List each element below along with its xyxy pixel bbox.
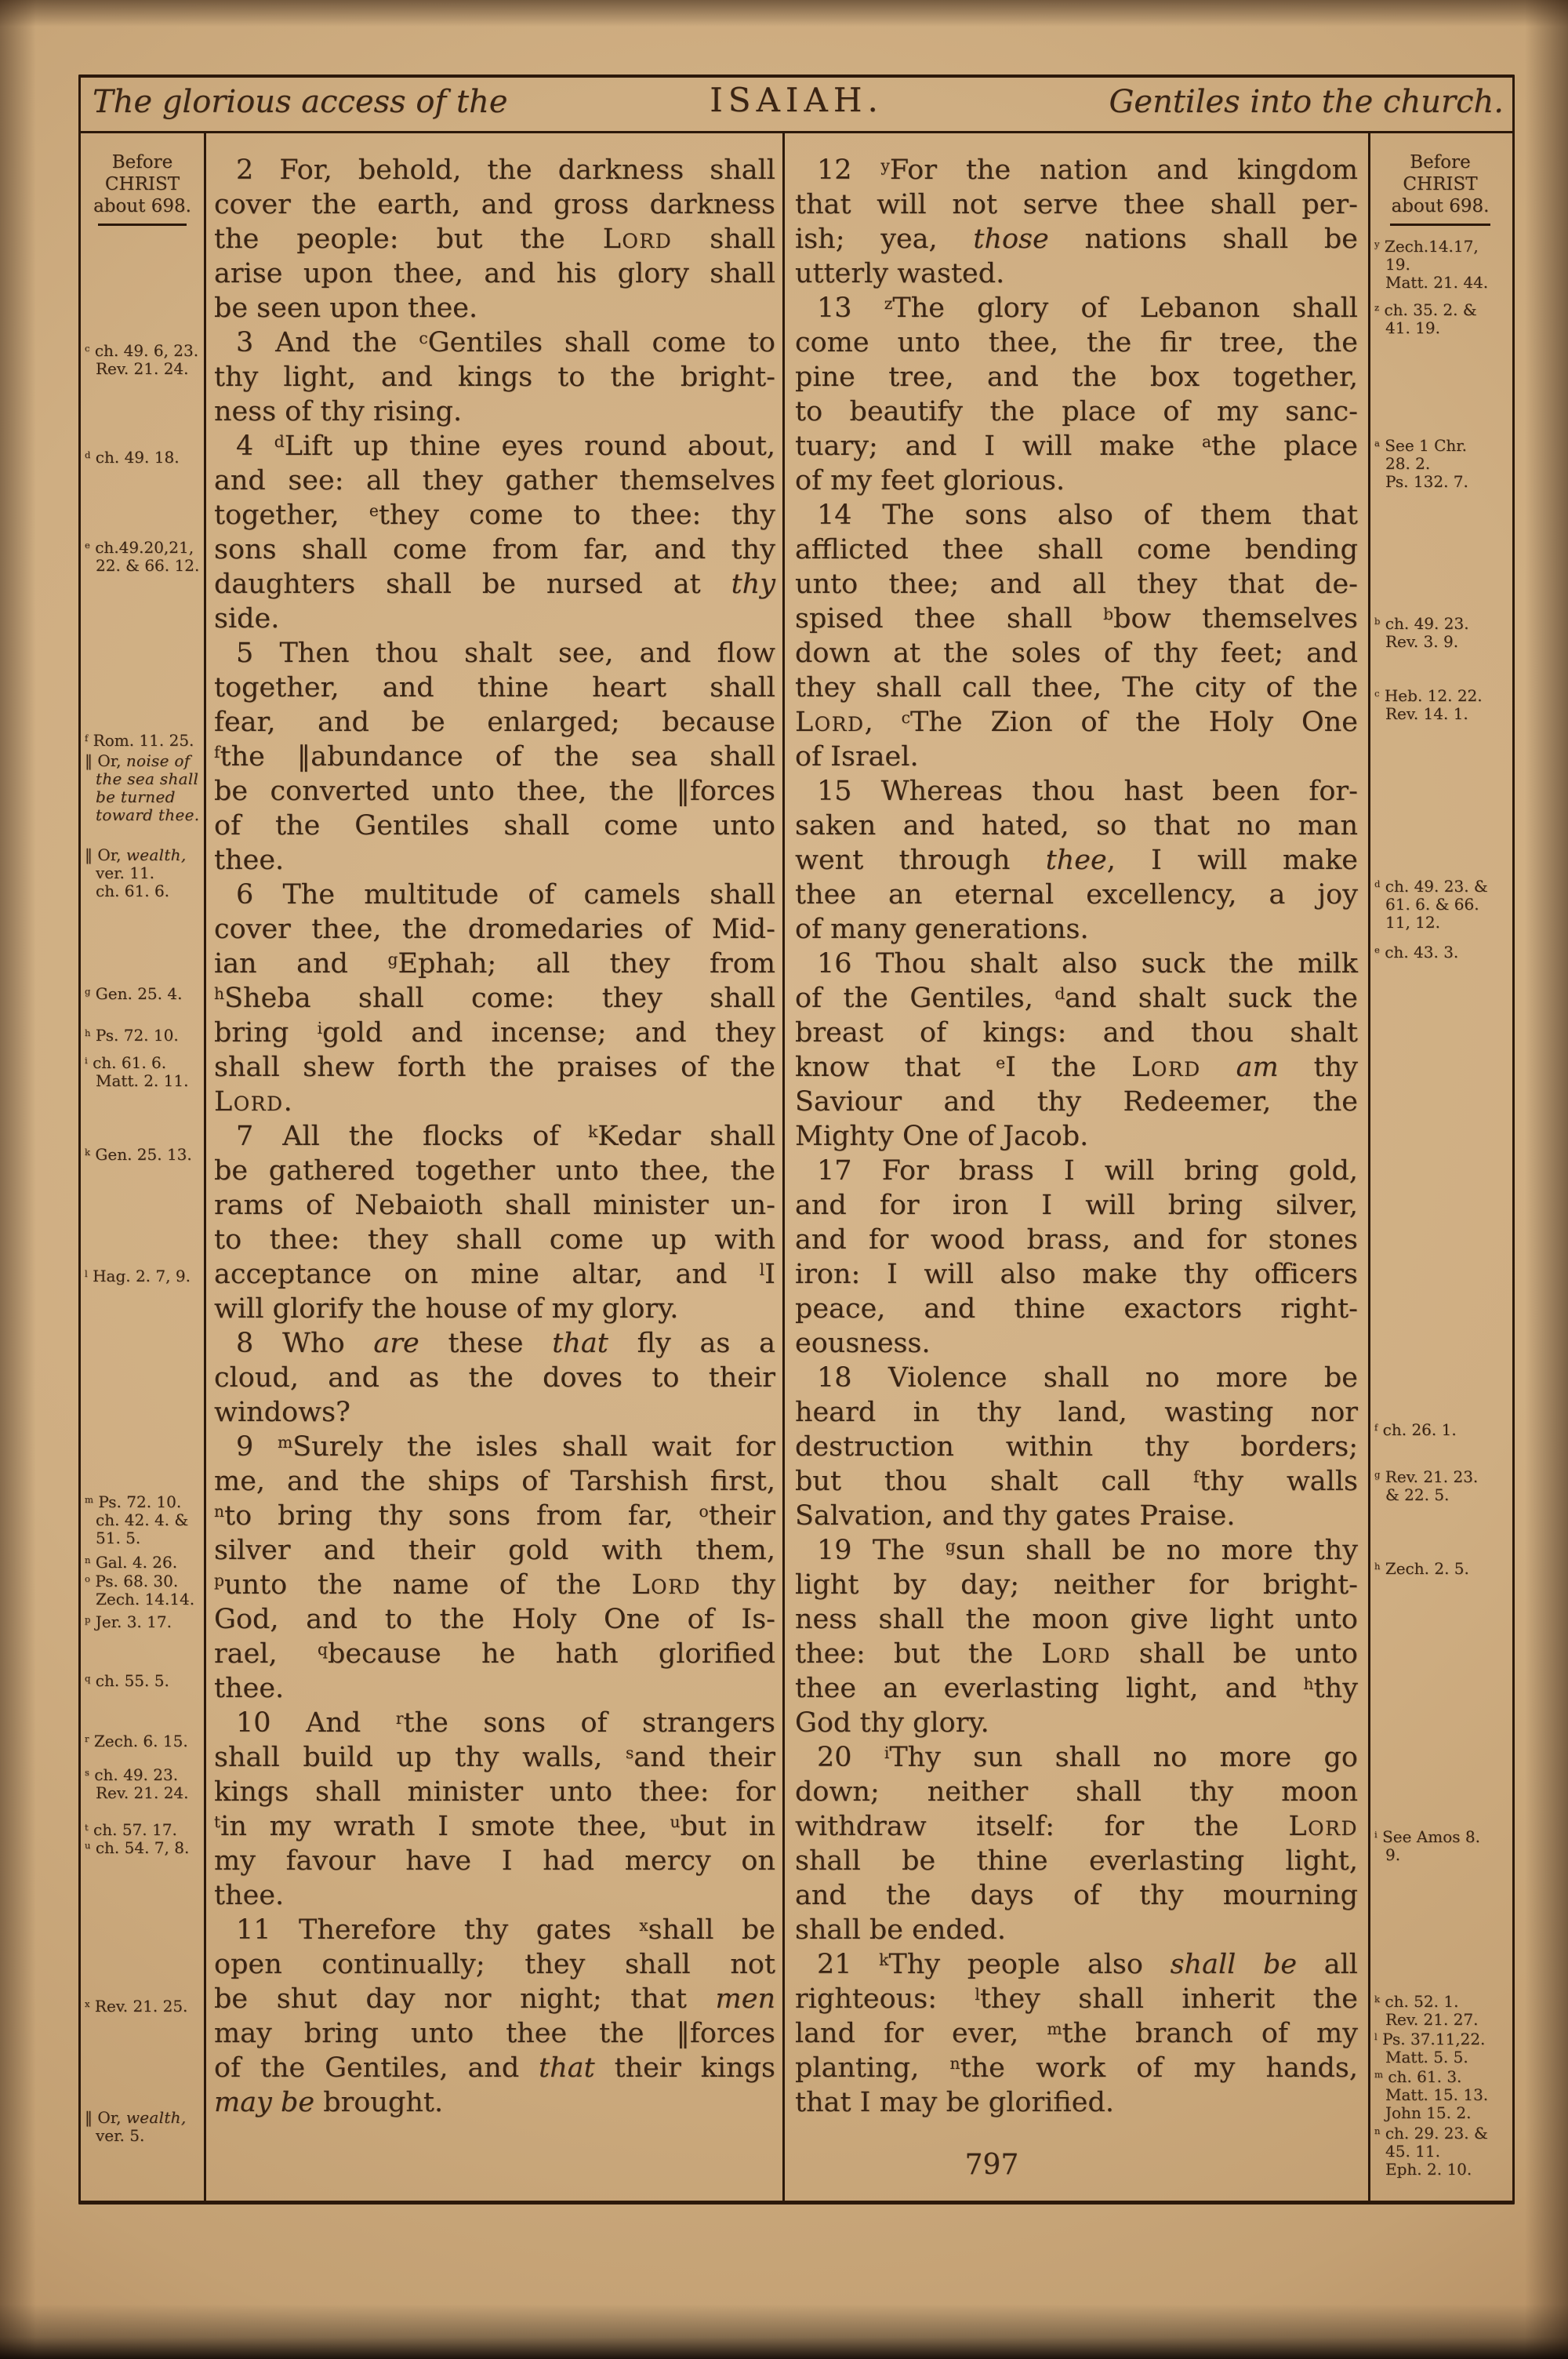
verse-line: went through thee, I will make — [795, 845, 1358, 876]
verse-line: 10 And $^r$the sons of strangers — [236, 1707, 775, 1739]
verse-line: together, $^e$they come to thee: thy — [214, 500, 776, 531]
margin-note: ‖ Or, wealth, ver. 11. ch. 61. 6. — [85, 845, 187, 900]
margin-note: $^g$ Gen. 25. 4. — [85, 984, 183, 1003]
verse-line: thee. — [214, 1880, 285, 1911]
margin-note: $^i$ ch. 61. 6. Matt. 2. 11. — [85, 1053, 189, 1090]
verse-line: and the days of thy mourning — [795, 1880, 1358, 1911]
verse-line: sons shall come from far, and thy — [214, 534, 775, 565]
verse-line: iron: I will also make thy officers — [795, 1259, 1358, 1290]
verse-line: 5 Then thou shalt see, and flow — [236, 638, 775, 669]
margin-note: $^m$ ch. 61. 3. Matt. 15. 13. John 15. 2. — [1374, 2067, 1489, 2122]
verse-line: down; neither shall thy moon — [795, 1776, 1358, 1808]
verse-line: 6 The multitude of camels shall — [236, 879, 775, 911]
verse — [795, 1947, 1358, 2120]
margin-note: $^t$ ch. 57. 17. — [85, 1820, 177, 1839]
verse-line: and for wood brass, and for stones — [795, 1224, 1358, 1256]
verse — [795, 1154, 1358, 1361]
verse-line: be gathered together unto thee, the — [214, 1155, 775, 1187]
verse-line: light by day; neither for bright- — [795, 1569, 1358, 1601]
verse-line: 8 Who are these that fly as a — [236, 1328, 775, 1359]
running-head-left: The glorious access of the — [93, 84, 508, 120]
verse-line: to beautify the place of my sanc- — [795, 396, 1358, 427]
heading-rule-left — [98, 224, 187, 226]
verse-line: shall be thine everlasting light, — [795, 1845, 1358, 1877]
verse — [214, 878, 775, 1119]
verse-line: silver and their gold with them, — [214, 1535, 775, 1566]
verse-line: of many generations. — [795, 914, 1089, 945]
verse-line: 17 For brass I will bring gold, — [817, 1155, 1358, 1187]
verse — [795, 153, 1358, 291]
margin-note: $^p$ Jer. 3. 17. — [85, 1612, 172, 1631]
verse-line: $^h$Sheba shall come: they shall — [214, 983, 775, 1014]
verse-line: 4 $^d$Lift up thine eyes round about, — [236, 431, 775, 462]
verse-line: thee an everlasting light, and $^h$thy — [795, 1673, 1358, 1704]
verse-line: 12 $^y$For the nation and kingdom — [817, 154, 1358, 186]
margin-note: $^f$ Rom. 11. 25. — [85, 731, 194, 750]
margin-note: $^k$ ch. 52. 1. Rev. 21. 27. — [1374, 1992, 1479, 2029]
verse-line: my favour have I had mercy on — [214, 1845, 775, 1877]
verse-line: may bring unto thee the ‖forces — [214, 2018, 775, 2049]
verse-line: of the Gentiles, $^d$and shalt suck the — [795, 983, 1358, 1014]
verse-line: 2 For, behold, the darkness shall — [236, 154, 775, 186]
verse-line: open continually; they shall not — [214, 1949, 775, 1980]
verse-line: side. — [214, 603, 280, 634]
verse-line: will glorify the house of my glory. — [214, 1293, 679, 1325]
margin-note: $^q$ ch. 55. 5. — [85, 1671, 169, 1690]
verse — [214, 636, 775, 878]
margin-note: $^d$ ch. 49. 18. — [85, 448, 180, 467]
verse-line: utterly wasted. — [795, 258, 1005, 289]
verse-line: Salvation, and thy gates Praise. — [795, 1500, 1236, 1532]
margin-note: $^s$ ch. 49. 23. Rev. 21. 24. — [85, 1765, 189, 1802]
verse-line: thee: but the Lord shall be unto — [795, 1638, 1358, 1670]
verse-line: be converted unto thee, the ‖forces — [214, 776, 775, 807]
right-margin-column — [1370, 131, 1510, 2201]
verse-line: ish; yea, those nations shall be — [795, 224, 1358, 255]
verse-line: land for ever, $^m$the branch of my — [795, 2018, 1358, 2049]
verse-line: that will not serve thee shall per- — [795, 189, 1358, 220]
verse-line: Mighty One of Jacob. — [795, 1121, 1089, 1152]
verse-line: ness of thy rising. — [214, 396, 463, 427]
verse-line: acceptance on mine altar, and $^l$I — [214, 1259, 775, 1290]
verse-line: down at the soles of thy feet; and — [795, 638, 1358, 669]
verse-line: planting, $^n$the work of my hands, — [795, 2052, 1358, 2084]
verse-line: and for iron I will bring silver, — [795, 1190, 1358, 1221]
margin-note: $^c$ Heb. 12. 22. Rev. 14. 1. — [1374, 686, 1483, 723]
verse-line: destruction within thy borders; — [795, 1431, 1358, 1463]
verse — [795, 291, 1358, 498]
frame-rule-bottom — [78, 2201, 1515, 2205]
margin-note: $^r$ Zech. 6. 15. — [85, 1732, 188, 1750]
margin-note: $^o$ Ps. 68. 30. Zech. 14.14. — [85, 1572, 195, 1608]
verse — [214, 1706, 775, 1913]
margin-note: $^m$ Ps. 72. 10. ch. 42. 4. & 51. 5. — [85, 1492, 189, 1547]
verse-line: me, and the ships of Tarshish first, — [214, 1466, 775, 1497]
verse-line: shall shew forth the praises of the — [214, 1052, 775, 1083]
verse-line: righteous: $^l$they shall inherit the — [795, 1983, 1358, 2015]
verse-line: 9 $^m$Surely the isles shall wait for — [236, 1431, 775, 1463]
verse-line: God, and to the Holy One of Is- — [214, 1604, 775, 1635]
verse-line: together, and thine heart shall — [214, 672, 775, 703]
verse-line: God thy glory. — [795, 1707, 989, 1739]
verse-line: bring $^i$gold and incense; and they — [214, 1017, 776, 1049]
margin-note: $^e$ ch.49.20,21, 22. & 66. 12. — [85, 538, 200, 575]
verse — [214, 1326, 775, 1430]
verse-line: unto thee; and all they that de- — [795, 569, 1358, 600]
verse-line: 13 $^z$The glory of Lebanon shall — [817, 293, 1358, 324]
verse-line: of the Gentiles shall come unto — [214, 810, 775, 841]
margin-note: $^x$ Rev. 21. 25. — [85, 1997, 188, 2016]
margin-note: $^e$ ch. 43. 3. — [1374, 943, 1459, 961]
verse — [214, 429, 775, 636]
verse-line: 15 Whereas thou hast been for- — [817, 776, 1358, 807]
verse-line: of Israel. — [795, 741, 919, 772]
margin-note: $^f$ ch. 26. 1. — [1374, 1420, 1457, 1439]
verse-line: daughters shall be nursed at thy — [214, 569, 775, 600]
verse-line: come unto thee, the fir tree, the — [795, 327, 1358, 358]
verse-line: tuary; and I will make $^a$the place — [795, 431, 1358, 462]
verse-line: Lord, $^c$The Zion of the Holy One — [795, 707, 1358, 738]
verse — [214, 153, 775, 325]
verse-line: ness shall the moon give light unto — [795, 1604, 1358, 1635]
verse-line: cover the earth, and gross darkness — [214, 189, 775, 220]
margin-note: $^g$ Rev. 21. 23. & 22. 5. — [1374, 1467, 1479, 1504]
margin-note: $^k$ Gen. 25. 13. — [85, 1145, 192, 1164]
verse-line: kings shall minister unto thee: for — [214, 1776, 775, 1808]
left-text-column — [204, 131, 782, 2201]
verse-line: breast of kings: and thou shalt — [795, 1017, 1358, 1049]
margin-note: $^b$ ch. 49. 23. Rev. 3. 9. — [1374, 614, 1469, 651]
margin-note: $^l$ Hag. 2. 7, 9. — [85, 1267, 191, 1285]
verse-line: cover thee, the dromedaries of Mid- — [214, 914, 775, 945]
verse — [214, 325, 775, 429]
margin-note: $^y$ Zech.14.17, 19. Matt. 21. 44. — [1374, 237, 1489, 292]
verse-line: 19 The $^g$sun shall be no more thy — [817, 1535, 1358, 1566]
verse-line: may be brought. — [214, 2087, 444, 2118]
verse-line: rael, $^q$because he hath glorified — [214, 1638, 775, 1670]
verse-line: 20 $^i$Thy sun shall no more go — [817, 1742, 1358, 1773]
margin-note: $^l$ Ps. 37.11,22. Matt. 5. 5. — [1374, 2030, 1486, 2066]
verse-line: that I may be glorified. — [795, 2087, 1114, 2118]
running-head-title: ISAIAH. — [710, 81, 884, 119]
verse-line: $^t$in my wrath I smote thee, $^u$but in — [214, 1811, 775, 1842]
before-christ-heading-left: Before CHRIST about 698. — [93, 152, 191, 216]
verse-line: withdraw itself: for the Lord — [795, 1811, 1358, 1842]
margin-note: $^d$ ch. 49. 23. & 61. 6. & 66. 11, 12. — [1374, 877, 1488, 932]
margin-note: ‖ Or, noise of the sea shall be turned toward thee. — [85, 751, 200, 824]
verse — [795, 1361, 1358, 1533]
verse-line: thy light, and kings to the bright- — [214, 362, 775, 393]
verse-line: 16 Thou shalt also suck the milk — [817, 948, 1358, 980]
verse-line: thee an eternal excellency, a joy — [795, 879, 1358, 911]
margin-note: $^z$ ch. 35. 2. & 41. 19. — [1374, 300, 1477, 337]
verse-line: 14 The sons also of them that — [817, 500, 1358, 531]
page-number: 797 — [964, 2149, 1019, 2181]
verse-line: fear, and be enlarged; because — [214, 707, 775, 738]
verse-line: 3 And the $^c$Gentiles shall come to — [236, 327, 776, 358]
verse-line: arise upon thee, and his glory shall — [214, 258, 775, 289]
verse-line: $^f$the ‖abundance of the sea shall — [214, 741, 775, 772]
verse — [214, 1430, 775, 1706]
verse-line: to thee: they shall come up with — [214, 1224, 775, 1256]
verse-line: but thou shalt call $^f$thy walls — [795, 1466, 1359, 1497]
verse — [795, 1740, 1358, 1947]
verse-line: saken and hated, so that no man — [795, 810, 1358, 841]
verse-line: rams of Nebaioth shall minister un- — [214, 1190, 775, 1221]
verse — [795, 1533, 1358, 1740]
verse-line: eousness. — [795, 1328, 931, 1359]
margin-note: $^n$ ch. 29. 23. & 45. 11. Eph. 2. 10. — [1374, 2124, 1488, 2179]
verse-line: 21 $^k$Thy people also shall be all — [817, 1949, 1358, 1980]
verse-line: Saviour and thy Redeemer, the — [795, 1086, 1358, 1118]
verse-line: thee. — [214, 1673, 285, 1704]
before-christ-heading-right: Before CHRIST about 698. — [1391, 152, 1490, 216]
verse-line: the people: but the Lord shall — [214, 224, 775, 255]
verse — [795, 774, 1358, 947]
verse-line: know that $^e$I the Lord am thy — [795, 1052, 1358, 1083]
verse-line: 11 Therefore thy gates $^x$shall be — [236, 1914, 775, 1946]
running-head-right: Gentiles into the church. — [1109, 84, 1504, 120]
verse — [795, 947, 1358, 1154]
verse-line: they shall call thee, The city of the — [795, 672, 1358, 703]
margin-note: $^h$ Ps. 72. 10. — [85, 1026, 179, 1045]
frame-rule-right-border — [1512, 75, 1515, 2205]
margin-note: $^c$ ch. 49. 6, 23. Rev. 21. 24. — [85, 341, 199, 378]
verse-line: shall build up thy walls, $^s$and their — [214, 1742, 775, 1773]
verse-line: shall be ended. — [795, 1914, 1007, 1946]
left-margin-column — [81, 131, 204, 2201]
verse — [214, 1913, 775, 2120]
verse-line: and see: all they gather themselves — [214, 465, 775, 496]
verse-line: afflicted thee shall come bending — [795, 534, 1358, 565]
verse-line: $^p$unto the name of the Lord thy — [214, 1569, 775, 1601]
verse-line: be shut day nor night; that men — [214, 1983, 775, 2015]
verse-line: Lord. — [214, 1086, 292, 1118]
verse-line: cloud, and as the doves to their — [214, 1362, 775, 1394]
heading-rule-right — [1390, 224, 1490, 226]
verse — [795, 498, 1358, 774]
verse-line: thee. — [214, 845, 285, 876]
verse-line: be seen upon thee. — [214, 293, 478, 324]
verse-line: of my feet glorious. — [795, 465, 1065, 496]
right-text-column — [785, 131, 1368, 2201]
verse-line: spised thee shall $^b$bow themselves — [795, 603, 1358, 634]
verse-line: $^n$to bring thy sons from far, $^o$their — [214, 1500, 775, 1532]
verse-line: peace, and thine exactors right- — [795, 1293, 1358, 1325]
verse-line: of the Gentiles, and that their kings — [214, 2052, 775, 2084]
verse-line: windows? — [214, 1397, 350, 1428]
margin-note: $^h$ Zech. 2. 5. — [1374, 1559, 1469, 1578]
margin-note: ‖ Or, wealth, ver. 5. — [85, 2108, 187, 2145]
running-head — [78, 78, 1515, 129]
verse-line: pine tree, and the box together, — [795, 362, 1358, 393]
margin-note: $^a$ See 1 Chr. 28. 2. Ps. 132. 7. — [1374, 436, 1468, 491]
verse-line: heard in thy land, wasting nor — [795, 1397, 1358, 1428]
margin-note: $^u$ ch. 54. 7, 8. — [85, 1838, 190, 1857]
verse-line: 7 All the flocks of $^k$Kedar shall — [236, 1121, 775, 1152]
margin-note: $^i$ See Amos 8. 9. — [1374, 1827, 1480, 1864]
verse — [214, 1119, 775, 1326]
verse-line: 18 Violence shall no more be — [817, 1362, 1358, 1394]
margin-note: $^n$ Gal. 4. 26. — [85, 1553, 178, 1572]
verse-line: ian and $^g$Ephah; all they from — [214, 948, 775, 980]
